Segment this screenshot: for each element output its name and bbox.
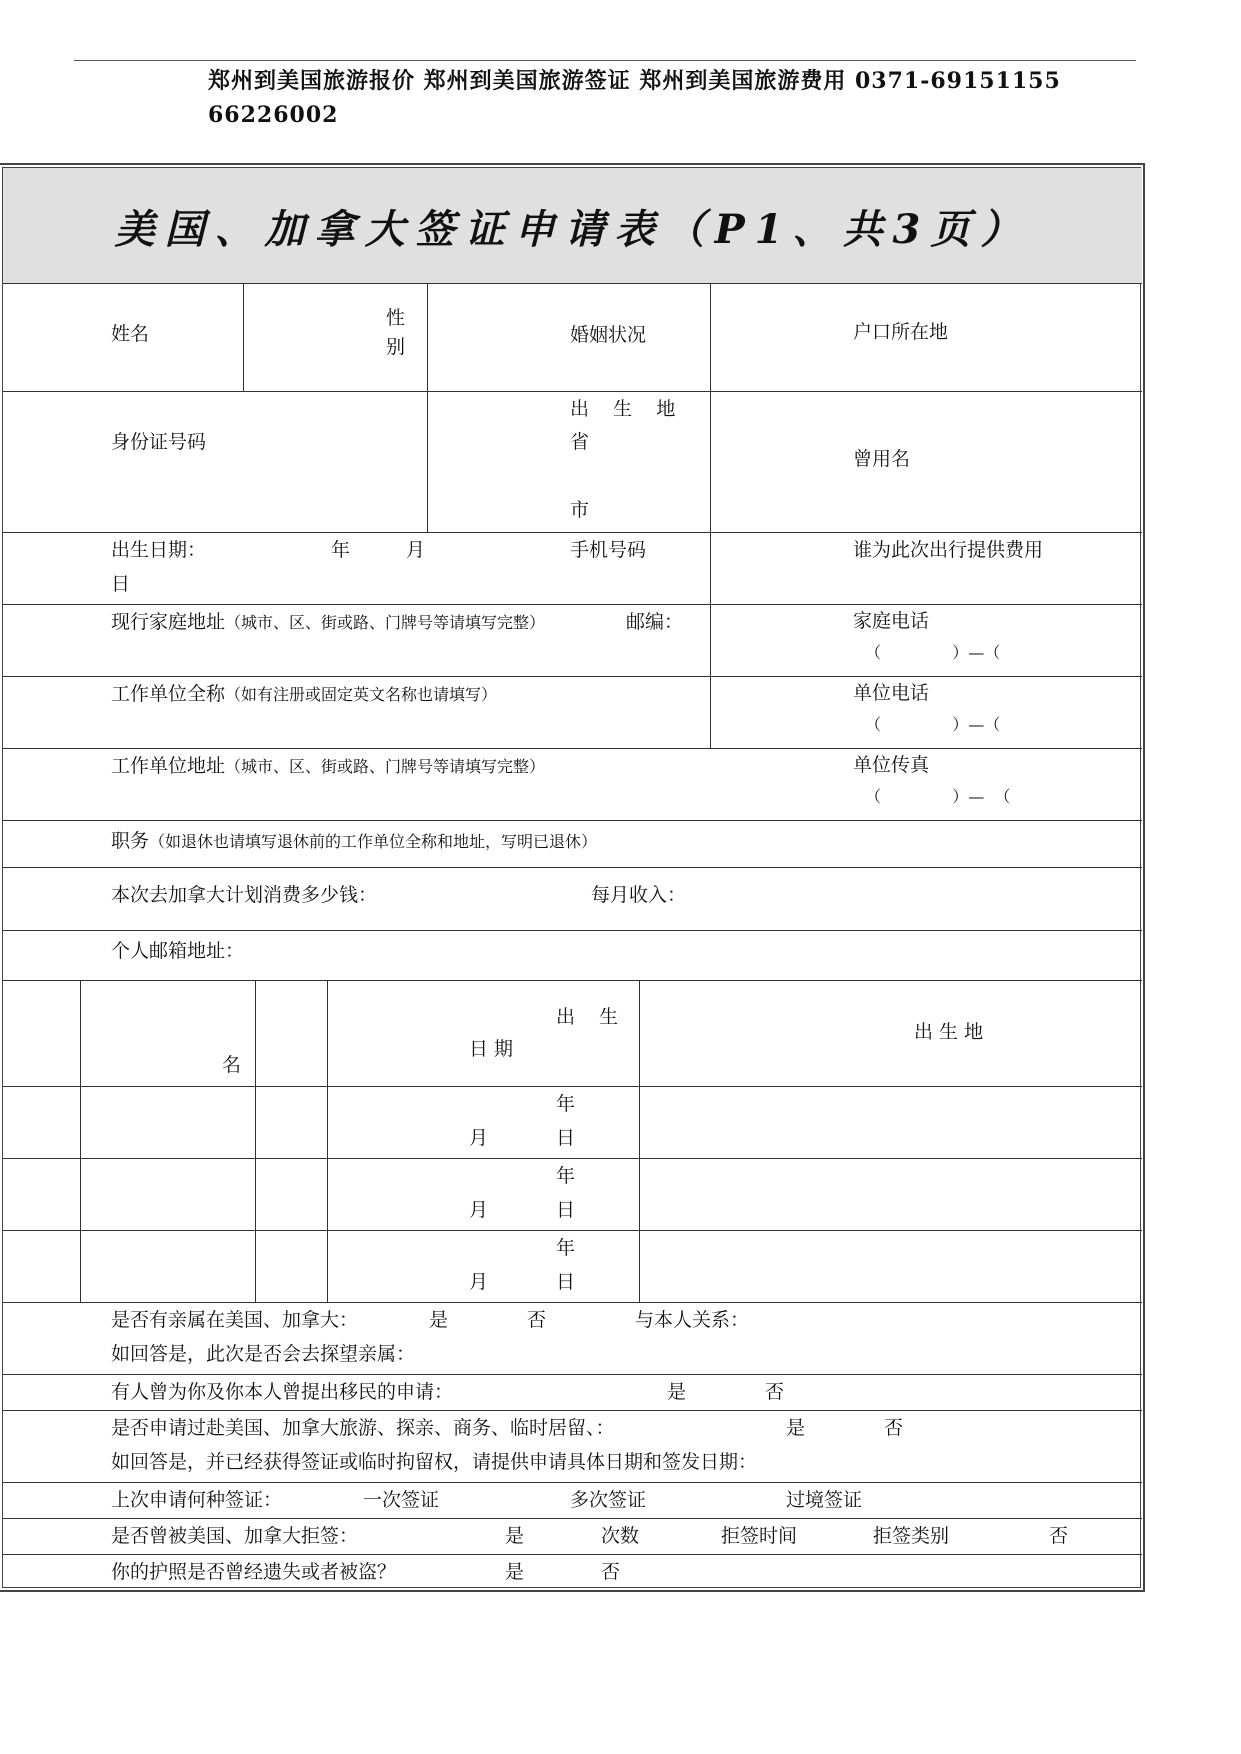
row-divider — [3, 1410, 1142, 1411]
family-row-3-month: 月 — [469, 1271, 489, 1293]
company-address-note: （城市、区、街或路、门牌号等请填写完整） — [225, 757, 546, 776]
label-company — [111, 683, 497, 706]
header-rule — [74, 60, 1136, 61]
q1-followup: 如回答是，此次是否会去探望亲属： — [111, 1343, 416, 1365]
label-hukou: 户口所在地 — [853, 321, 949, 343]
home-phone-format: （ ）—（ — [865, 643, 1001, 662]
label-former-name: 曾用名 — [853, 448, 911, 470]
row-divider — [3, 1374, 1142, 1375]
page-header — [208, 64, 1168, 132]
label-province: 省 — [570, 431, 590, 453]
label-birthplace: 出 生 地 — [570, 398, 676, 420]
label-month: 月 — [406, 539, 426, 561]
col-divider — [80, 980, 81, 1302]
q4-transit: 过境签证 — [786, 1489, 863, 1511]
form-title: 美国、加拿大签证申请表（P1、共3页） — [114, 206, 1031, 253]
label-dob: 出生日期： — [111, 539, 207, 561]
company-address-text: 工作单位地址 — [111, 755, 226, 777]
label-work-phone: 单位电话 — [853, 682, 930, 704]
label-home-phone: 家庭电话 — [853, 610, 930, 632]
row-divider — [3, 676, 1142, 677]
family-row-2-day: 日 — [556, 1199, 576, 1221]
row-divider — [3, 1086, 1142, 1087]
position-note: （如退休也请填写退休前的工作单位全称和地址，写明已退休） — [149, 832, 598, 851]
col-divider — [427, 283, 428, 532]
company-note: （如有注册或固定英文名称也请填写） — [225, 685, 498, 704]
family-row-3-day: 日 — [556, 1271, 576, 1293]
question-prior-application: 是否申请过赴美国、加拿大旅游、探亲、商务、临时居留、： — [111, 1417, 615, 1439]
col-divider — [639, 980, 640, 1302]
question-passport-lost: 你的护照是否曾经遗失或者被盗？ — [111, 1561, 397, 1583]
q3-yes: 是 — [786, 1417, 806, 1439]
question-relatives: 是否有亲属在美国、加拿大： — [111, 1309, 359, 1331]
q6-yes: 是 — [505, 1561, 525, 1583]
label-id-number: 身份证号码 — [111, 431, 207, 453]
q5-type: 拒签类别 — [873, 1525, 950, 1547]
header-line-2: 66226002 — [208, 102, 339, 128]
work-phone-format: （ ）—（ — [865, 715, 1001, 734]
header-line-1: 郑州到美国旅游报价 郑州到美国旅游签证 郑州到美国旅游费用 0371-69151155 — [208, 68, 1061, 94]
application-form — [0, 163, 1145, 1592]
col-divider — [710, 283, 711, 748]
q1-no: 否 — [527, 1309, 547, 1331]
label-name: 姓名 — [111, 323, 150, 345]
label-gender-2: 别 — [386, 336, 406, 358]
form-inner — [2, 167, 1141, 1588]
label-family-dob: 出 生 — [556, 1006, 619, 1028]
family-row-1-year: 年 — [556, 1093, 576, 1115]
label-postcode: 邮编： — [626, 611, 684, 633]
family-row-1-month: 月 — [469, 1127, 489, 1149]
q3-no: 否 — [884, 1417, 904, 1439]
q3-followup: 如回答是，并已经获得签证或临时拘留权，请提供申请具体日期和签发日期： — [111, 1451, 758, 1473]
row-divider — [3, 391, 1142, 392]
q2-no: 否 — [765, 1381, 785, 1403]
q1-yes: 是 — [429, 1309, 449, 1331]
family-row-2-year: 年 — [556, 1165, 576, 1187]
label-city: 市 — [570, 499, 590, 521]
q5-yes: 是 — [505, 1525, 525, 1547]
question-visa-type: 上次申请何种签证： — [111, 1489, 283, 1511]
family-row-3-year: 年 — [556, 1237, 576, 1259]
company-text: 工作单位全称 — [111, 683, 226, 705]
label-payer: 谁为此次出行提供费用 — [853, 539, 1044, 561]
label-gender: 性 — [386, 307, 406, 329]
row-divider — [3, 1518, 1142, 1519]
title-band — [3, 168, 1142, 284]
q5-date: 拒签时间 — [721, 1525, 798, 1547]
row-divider — [3, 1482, 1142, 1483]
family-row-2-month: 月 — [469, 1199, 489, 1221]
label-home-address — [111, 611, 545, 634]
q2-yes: 是 — [667, 1381, 687, 1403]
col-divider — [327, 980, 328, 1302]
q1-relation: 与本人关系： — [635, 1309, 750, 1331]
label-mobile: 手机号码 — [570, 539, 647, 561]
label-year: 年 — [331, 539, 351, 561]
row-divider — [3, 604, 1142, 605]
label-fax: 单位传真 — [853, 754, 930, 776]
label-family-name: 名 — [222, 1054, 242, 1076]
q6-no: 否 — [601, 1561, 621, 1583]
fax-format: （ ）— （ — [865, 787, 1011, 806]
family-row-1-day: 日 — [556, 1127, 576, 1149]
row-divider — [3, 930, 1142, 931]
label-family-dob-2: 日 期 — [469, 1038, 514, 1060]
label-income: 每月收入： — [591, 884, 687, 906]
col-divider — [255, 980, 256, 1302]
position-text: 职务 — [111, 830, 150, 852]
label-family-birthplace: 出 生 地 — [914, 1021, 984, 1043]
q4-single: 一次签证 — [363, 1489, 440, 1511]
row-divider — [3, 748, 1142, 749]
row-divider — [3, 1302, 1142, 1303]
row-divider — [3, 1230, 1142, 1231]
home-address-note: （城市、区、街或路、门牌号等请填写完整） — [225, 613, 546, 632]
row-divider — [3, 1158, 1142, 1159]
q5-times: 次数 — [601, 1525, 640, 1547]
label-position — [111, 830, 597, 853]
row-divider — [3, 1554, 1142, 1555]
home-address-text: 现行家庭地址 — [111, 611, 226, 633]
label-day: 日 — [111, 573, 131, 595]
q4-multiple: 多次签证 — [570, 1489, 647, 1511]
row-divider — [3, 867, 1142, 868]
row-divider — [3, 532, 1142, 533]
row-divider — [3, 980, 1142, 981]
row-divider — [3, 820, 1142, 821]
question-immigration: 有人曾为你及你本人曾提出移民的申请： — [111, 1381, 454, 1403]
label-marital-status: 婚姻状况 — [570, 324, 647, 346]
q5-no: 否 — [1049, 1525, 1069, 1547]
label-company-address — [111, 755, 545, 778]
label-email: 个人邮箱地址： — [111, 940, 245, 962]
col-divider — [243, 283, 244, 391]
question-refused: 是否曾被美国、加拿大拒签： — [111, 1525, 359, 1547]
label-budget: 本次去加拿大计划消费多少钱： — [111, 884, 378, 906]
